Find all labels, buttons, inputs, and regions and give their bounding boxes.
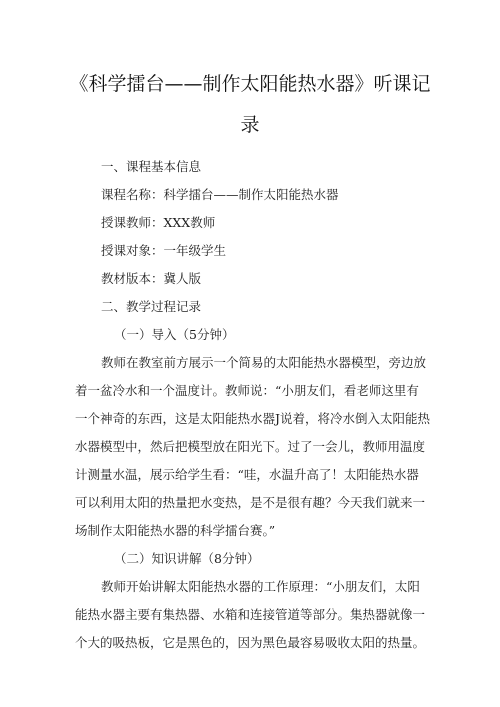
textbook-version: 教材版本：冀人版 [101,271,202,286]
subsection-knowledge-heading: （二）知识讲解（8分钟） [114,551,260,566]
document-title-line-1: 《科学擂台——制作太阳能热水器》听课记 [69,73,431,95]
section-1-heading: 一、课程基本信息 [101,159,202,174]
paragraph-line: 一个神奇的东西，这是太阳能热水器J说着，将冷水倒入太阳能热 [75,411,431,426]
section-2-heading: 二、教学过程记录 [101,299,202,314]
paragraph-line: 场制作太阳能热水器的科学擂台赛。” [75,523,276,538]
subsection-intro-heading: （一）导入（5分钟） [114,327,235,342]
course-name: 课程名称：科学擂台——制作太阳能热水器 [101,187,339,202]
paragraph-line: 可以利用太阳的热量把水变热，是不是很有趣？今天我们就来一 [75,495,426,510]
target-students: 授课对象：一年级学生 [101,243,227,258]
paragraph-line: 计测量水温，展示给学生看：“哇，水温升高了！太阳能热水器 [75,467,419,482]
paragraph-line: 个大的吸热板，它是黑色的，因为黑色最容易吸收太阳的热量。 [75,635,426,650]
paragraph-line: 水器模型中，然后把模型放在阳光下。过了一会儿，教师用温度 [75,439,426,454]
paragraph-line: 教师开始讲解太阳能热水器的工作原理：“小朋友们，太阳 [101,579,420,594]
paragraph-line: 能热水器主要有集热器、水箱和连接管道等部分。集热器就像一 [75,607,426,622]
teacher-name: 授课教师：XXX教师 [101,215,216,230]
paragraph-line: 着一盆冷水和一个温度计。教师说：“小朋友们，看老师这里有 [75,383,419,398]
paragraph-line: 教师在教室前方展示一个简易的太阳能热水器模型，旁边放 [101,355,427,370]
document-title-line-2: 录 [240,114,260,136]
